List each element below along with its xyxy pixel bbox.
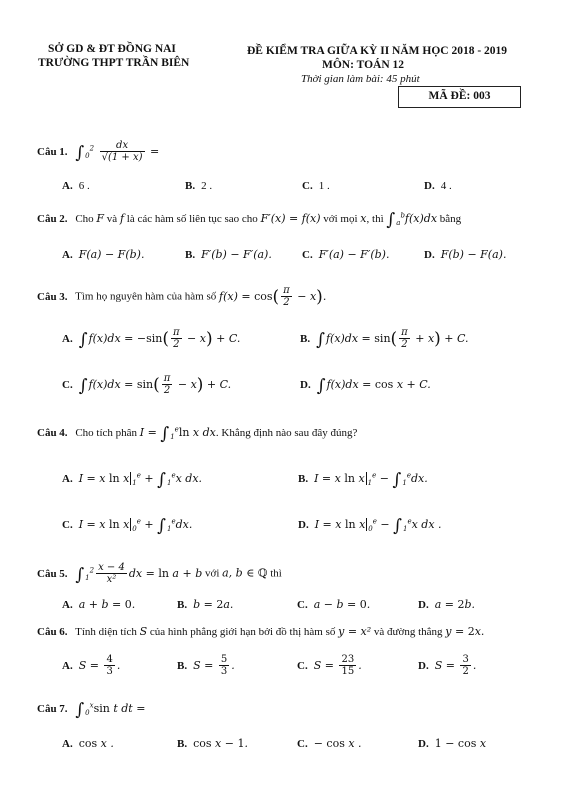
option-letter: B. [177, 738, 188, 750]
question-text: là các hàm số liên tục sao cho [126, 213, 258, 225]
question-4: Câu 4. Cho tích phân $I = \int_1^e\ln$ x dx. Khẳng định nào sau đây đúng? [37, 424, 358, 444]
option-1d[interactable] [424, 180, 452, 192]
option-6b[interactable]: B. S = $\frac{5}{3}$ . [177, 654, 235, 677]
exam-code-box [398, 86, 521, 108]
question-text: và [106, 213, 118, 225]
option-letter: C. [302, 249, 313, 261]
option-letter: A. [62, 599, 73, 611]
option-5c[interactable]: C. a − b = 0. [297, 598, 371, 611]
question-text: thì [270, 567, 282, 580]
question-text: Cho tích phân [75, 427, 138, 439]
question-label: Câu 4. [37, 427, 68, 439]
option-1b[interactable] [185, 180, 212, 192]
option-letter: C. [297, 738, 308, 750]
option-4b[interactable]: B. I = x ln x $_1^e - \int_1^edx$. [298, 470, 428, 490]
question-3: Câu 3. Tìm họ nguyên hàm của hàm số f(x) = cos( $\frac{\pi}{2}$ − x). [37, 285, 327, 308]
option-6a[interactable]: A. S = $\frac{4}{3}$ . [62, 654, 121, 677]
option-6c[interactable]: C. S = $\frac{23}{15}$ . [297, 654, 362, 677]
option-3a[interactable]: A. ∫f(x)dx = −sin( $\frac{\pi}{2}$ − x) + C. [62, 327, 241, 350]
option-letter: D. [424, 249, 435, 261]
school-name: TRƯỜNG THPT TRẦN BIÊN [38, 57, 190, 69]
question-text: Tìm họ nguyên hàm của hàm số [75, 290, 217, 303]
option-5b[interactable]: B. b = 2a. [177, 598, 234, 611]
question-text: Tính diện tích [75, 626, 137, 638]
question-text: với [205, 567, 220, 580]
option-letter: D. [300, 379, 311, 391]
option-2a[interactable]: A. F(a) − F(b). [62, 248, 145, 261]
subject-name: MÔN: TOÁN 12 [322, 59, 404, 71]
question-text: Cho [75, 213, 94, 225]
option-1a[interactable] [62, 180, 90, 192]
option-2b[interactable]: B. F′(b) − F′(a). [185, 248, 272, 261]
question-label: Câu 5. [37, 567, 68, 580]
option-5d[interactable]: D. a = 2b. [418, 598, 476, 611]
exam-title: ĐỀ KIỂM TRA GIỮA KỲ II NĂM HỌC 2018 - 2019 [247, 45, 508, 57]
question-5: Câu 5. $\int_1^2$ $\frac{x - 4}{\text{x²}}$ dx = ln a + b với a, b ∈ ℚ thì [37, 562, 282, 585]
option-1c[interactable] [302, 180, 330, 192]
option-3b[interactable]: B. ∫f(x)dx = sin( $\frac{\pi}{2}$ + x) + C. [300, 327, 469, 350]
option-letter: D. [418, 738, 429, 750]
option-2d[interactable]: D. F(b) − F(a). [424, 248, 507, 261]
question-text: , thì [366, 213, 384, 225]
question-2: Câu 2. Cho F và f là các hàm số liên tục sao cho F′(x) = f(x) với mọi x, thì $\int_a^bf(x)dx$ bằng [37, 210, 462, 230]
option-letter: B. [185, 180, 196, 192]
question-label: Câu 7. [37, 703, 68, 715]
option-letter: B. [177, 599, 188, 611]
option-7c[interactable]: C. − cos x . [297, 737, 362, 750]
question-text: và đường thẳng [373, 626, 443, 638]
option-7a[interactable]: A. cos x . [62, 737, 114, 750]
question-text: . Khẳng định nào sau đây đúng? [215, 427, 358, 439]
option-letter: B. [298, 473, 309, 485]
integral-expression: $\int_0^2$ $\frac{dx}{√(1 + x)}$ = [75, 140, 160, 163]
option-2c[interactable]: C. F′(a) − F′(b). [302, 248, 390, 261]
option-letter: D. [424, 180, 435, 192]
question-text: bằng [439, 213, 462, 225]
option-3c[interactable]: C. ∫f(x)dx = sin( $\frac{\pi}{2}$ − x) + C. [62, 373, 232, 396]
question-text: với mọi [323, 213, 358, 225]
option-letter: C. [297, 599, 308, 611]
question-6: Câu 6. Tính diện tích S của hình phẳng giới hạn bởi đồ thị hàm số y = x² và đường thẳng y = 2x. [37, 625, 485, 638]
option-5a[interactable]: A. a + b = 0. [62, 598, 136, 611]
exam-duration: Thời gian làm bài: 45 phút [301, 73, 420, 85]
option-value: 4 . [440, 180, 452, 192]
option-value: 6 . [78, 180, 90, 192]
option-letter: C. [62, 519, 73, 531]
option-letter: A. [62, 738, 73, 750]
option-7b[interactable]: B. cos x − 1. [177, 737, 248, 750]
option-letter: C. [297, 659, 308, 672]
department-name: SỞ GD & ĐT ĐỒNG NAI [48, 43, 176, 55]
option-letter: C. [302, 180, 313, 192]
option-letter: C. [62, 378, 73, 391]
option-value: 2 . [201, 180, 213, 192]
question-label: Câu 2. [37, 213, 68, 225]
option-letter: A. [62, 473, 73, 485]
question-1 [37, 140, 159, 163]
option-letter: A. [62, 180, 73, 192]
question-label: Câu 1. [37, 145, 68, 158]
question-text: của hình phẳng giới hạn bởi đồ thị hàm số [149, 626, 336, 638]
option-letter: B. [177, 659, 188, 672]
question-7: Câu 7. $\int_0^x\sin$ t dt = [37, 700, 146, 720]
option-letter: B. [185, 249, 196, 261]
option-letter: A. [62, 659, 73, 672]
option-letter: D. [418, 659, 429, 672]
question-label: Câu 3. [37, 290, 68, 303]
option-4c[interactable]: C. I = x ln x $_0^e + \int_1^edx$. [62, 516, 193, 536]
option-letter: D. [298, 519, 309, 531]
option-3d[interactable]: D. ∫f(x)dx = cos x + C. [300, 376, 431, 396]
option-letter: D. [418, 599, 429, 611]
option-6d[interactable]: D. S = $\frac{3}{2}$ . [418, 654, 477, 677]
option-4d[interactable]: D. I = x ln x $_0^e - \int_1^ex$ dx . [298, 516, 442, 536]
option-letter: A. [62, 332, 73, 345]
option-value: 1 . [318, 180, 330, 192]
exam-code: MÃ ĐỀ: 003 [428, 90, 491, 102]
option-letter: A. [62, 249, 73, 261]
option-4a[interactable]: A. I = x ln x $_1^e + \int_1^ex$ dx. [62, 470, 203, 490]
option-7d[interactable]: D. 1 − cos x [418, 737, 487, 750]
option-letter: B. [300, 332, 311, 345]
question-label: Câu 6. [37, 626, 68, 638]
